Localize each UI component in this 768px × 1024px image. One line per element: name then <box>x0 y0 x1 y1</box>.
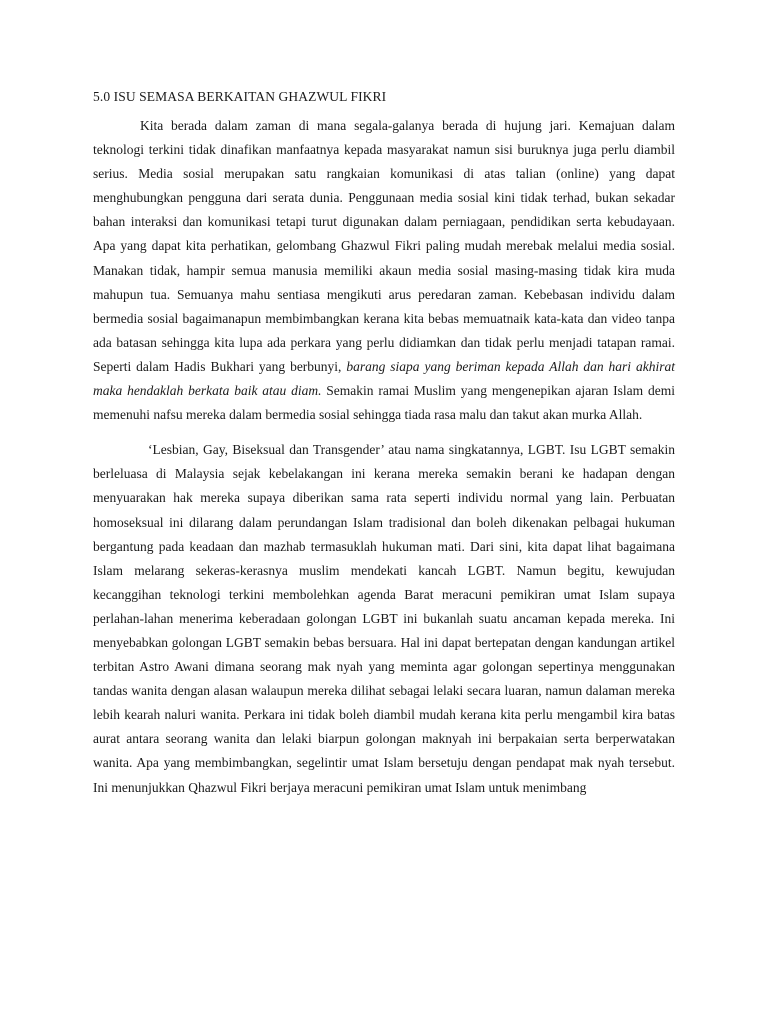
paragraph-lgbt: ‘Lesbian, Gay, Biseksual dan Transgender’ atau nama singkatannya, LGBT. Isu LGBT semakin berleluasa di Malaysia sejak kebelakangan ini kerana mereka semakin berani ke hadapan dengan menyuarakan hak mereka supaya diberikan sama rata seperti individu normal yang lain. Perbuatan homoseksual ini dilarang dalam perundangan Islam tradisional dan boleh dikenakan pelbagai hukuman bergantung pada keadaan dan mazhab termasuklah hukuman mati. Dari sini, kita dapat lihat bagaimana Islam melarang sekeras-kerasnya muslim mendekati kancah LGBT. Namun begitu, kewujudan kecanggihan teknologi terkini membolehkan agenda Barat meracuni pemikiran umat Islam supaya perlahan-lahan menerima keberadaan golongan LGBT ini bukanlah suatu ancaman kepada mereka. Ini menyebabkan golongan LGBT semakin bebas bersuara. Hal ini dapat bertepatan dengan kandungan artikel terbitan Astro Awani dimana seorang mak nyah yang meminta agar golongan sepertinya menggunakan tandas wanita dengan alasan walaupun mereka dilihat sebagai lelaki secara luaran, namun dalaman mereka lebih kearah naluri wanita. Perkara ini tidak boleh diambil mudah kerana kita perlu mengambil kira batas aurat antara seorang wanita dan lelaki biarpun golongan maknyah ini berpakaian serta berperwatakan wanita. Apa yang membimbangkan, segelintir umat Islam bersetuju dengan pendapat mak nyah tersebut. Ini menunjukkan Qhazwul Fikri berjaya meracuni pemikiran umat Islam untuk menimbang <box>93 442 675 795</box>
paragraph-social-media <box>93 114 675 427</box>
paragraph-1-text-continued: Semakin ramai Muslim yang mengenepikan ajaran Islam demi memenuhi nafsu mereka dalam bermedia sosial sehingga tiada rasa malu dan takut akan murka Allah. <box>93 383 675 423</box>
hadith-quote: barang siapa yang beriman kepada Allah dan hari akhirat maka hendaklah berkata baik atau diam. <box>93 358 675 399</box>
paragraph-1-text: Kita berada dalam zaman di mana segala-galanya berada di hujung jari. Kemajuan dalam teknologi terkini tidak dinafikan manfaatnya kepada masyarakat namun sisi buruknya juga perlu diambil serius. Media sosial merupakan satu rangkaian komunikasi di atas talian (online) yang dapat menghubungkan pengguna dari serata dunia. Penggunaan media sosial kini tidak terhad, bukan sekadar bahan interaksi dan komunikasi tetapi turut digunakan dalam perniagaan, pendidikan serta kebudayaan. Apa yang dapat kita perhatikan, gelombang Ghazwul Fikri paling mudah merebak melalui media sosial. Manakan tidak, hampir semua manusia memiliki akaun media sosial masing-masing tidak kira muda mahupun tua. Semuanya mahu sentiasa mengikuti arus peredaran zaman. Kebebasan individu dalam bermedia sosial bagaimanapun membimbangkan kerana kita bebas memuatnaik kata-kata dan video tanpa ada batasan sehingga kita lupa ada perkara yang perlu didiamkan dan tidak perlu menjadi tatapan ramai. Seperti dalam Hadis Bukhari yang berbunyi, <box>93 118 675 374</box>
section-heading: 5.0 ISU SEMASA BERKAITAN GHAZWUL FIKRI <box>93 89 387 104</box>
document-page <box>93 86 675 800</box>
